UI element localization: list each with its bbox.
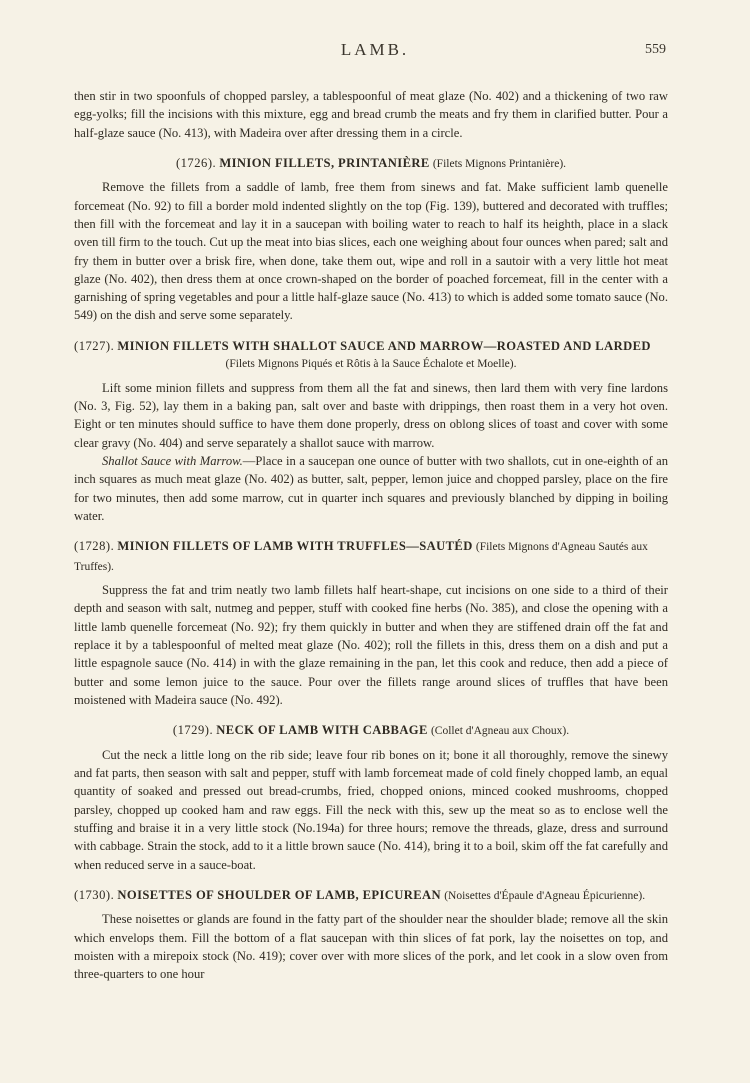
recipe-1730 <box>74 886 668 984</box>
running-head: LAMB. <box>340 40 410 59</box>
recipe-1727 <box>74 337 668 525</box>
recipe-paragraph: These noisettes or glands are found in the fatty part of the shoulder near the shoulder blade; remove all the skin which envelops them. Fill the bottom of a flat saucepan with thin slices of fat pork, lay the noisettes on top, and moisten with a mirepoix stock (No. 419); cover over with more slices of the pork, and let cook in a slow oven from three-quarters to one hour <box>74 912 668 982</box>
recipe-1726 <box>74 154 668 325</box>
sub-text: —Place in a saucepan one ounce of butter with two shallots, cut in one-eighth of an inch squares as much meat glaze (No. 402) as butter, salt, pepper, lemon juice and chopped parsley, place on the fire for two minutes, then add some marrow, cut in quarter inch squares and previously blanched by dipping in boiling water. <box>74 453 668 523</box>
page-header <box>0 40 750 64</box>
recipe-1729 <box>74 721 668 874</box>
recipe-number: (1726). <box>175 155 217 170</box>
recipe-french-title: (Noisettes d'Épaule d'Agneau Épicurienne). <box>444 889 646 902</box>
recipe-heading <box>74 721 668 741</box>
recipe-number: (1727). <box>74 338 115 353</box>
recipe-title: NOISETTES OF SHOULDER OF LAMB, EPICUREAN <box>117 887 442 902</box>
intro-paragraph: then stir in two spoonfuls of chopped parsley, a tablespoonful of meat glaze (No. 402) and a thickening of two raw egg-yolks; fill the incisions with this mixture, egg and bread crumb the meats and fry them in clarified butter. Pour a half-glaze sauce (No. 413), with Madeira over after dressing them in a circle. <box>74 89 668 140</box>
recipe-heading <box>74 537 668 576</box>
recipe-title: NECK OF LAMB WITH CABBAGE <box>216 723 428 738</box>
recipe-sub-paragraph <box>74 452 668 525</box>
recipe-title: MINION FILLETS WITH SHALLOT SAUCE AND MARROW—ROASTED AND LARDED <box>117 338 651 353</box>
recipe-paragraph: Suppress the fat and trim neatly two lamb fillets half heart-shape, cut incisions on one side to a third of their depth and season with salt, nutmeg and pepper, stuff with cooked fine herbs (No. 385), and close the opening with a little lamb quenelle forcemeat (No. 92); fry them quickly in butter and when they are stiffened drain off the fat and replace it by a tablespoonful of melted meat glaze (No. 402); roll the fillets in this, dress them on a dish and put a little espagnole sauce (No. 414) in with the glaze remaining in the pan, let this cook and reduce, then add a piece of butter and some lemon juice to the sauce. Pour over the fillets range around slices of truffles that have been moistened with Madeira sauce (No. 492). <box>74 583 668 707</box>
page-body <box>74 87 668 983</box>
recipe-title: MINION FILLETS OF LAMB WITH TRUFFLES—SAUTÉD <box>117 539 473 554</box>
sub-heading: Shallot Sauce with Marrow. <box>102 453 243 468</box>
recipe-french-title: (Filets Mignons Printanière). <box>432 157 567 170</box>
recipe-paragraph: Cut the neck a little long on the rib side; leave four rib bones on it; bone it all thoroughly, remove the sinewy and fat parts, then season with salt and pepper, stuff with lamb forcemeat made of cold finely chopped lamb, an equal quantity of soaked and pressed out bread-crumbs, fried, chopped onions, minced cooked mushrooms, chopped parsley, chopped up cooked ham and raw eggs. Fill the neck with this, sew up the meat so as to enclose well the stuffing and braise it in a very little stock (No.194a) for three hours; remove the threads, glaze, dress and surround with cabbage. Strain the stock, add to it a little brown sauce (No. 414), bring it to a boil, skim off the fat carefully and when reduced serve in a sauce-boat. <box>74 747 668 872</box>
page-number: 559 <box>645 42 666 57</box>
recipe-paragraph: Remove the fillets from a saddle of lamb, free them from sinews and fat. Make sufficient lamb quenelle forcemeat (No. 92) to fill a border mold indented slightly on the top (Fig. 139), buttered and decorated with truffles; then fill with the forcemeat and lay it in a saucepan with boiling water to reach to half its heighth, place in a slack oven till firm to the touch. Cut up the meat into bias slices, each one weighing about four ounces when pared; salt and fry them in butter over a brisk fire, when done, take them out, wipe and roll in a sautoir with a very little hot meat glaze (No. 402), then dress them at once crown-shaped on the border of poached forcemeat, fill in the center with a garnishing of spring vegetables and pour a little half-glaze sauce (No. 413) to which is added some tomato sauce (No. 549) on the dish and serve some separately. <box>74 180 668 323</box>
recipe-french-title: (Collet d'Agneau aux Choux). <box>430 725 570 738</box>
recipe-french-title: (Filets Mignons Piqués et Rôtis à la Sauce Échalote et Moelle). <box>225 358 517 371</box>
recipe-number: (1729). <box>172 723 214 738</box>
recipe-heading <box>74 886 668 906</box>
recipe-title: MINION FILLETS, PRINTANIÈRE <box>219 155 430 170</box>
recipe-french-title: (Filets Mignons d'Agneau Sautés aux Truffes). <box>74 541 648 573</box>
recipe-paragraph: Lift some minion fillets and suppress from them all the fat and sinews, then lard them with very fine lardons (No. 3, Fig. 52), lay them in a baking pan, salt over and baste with drippings, then roast them in a very hot oven. Eight or ten minutes should suffice to have them done properly, dress on oblong slices of toast and cover with some clear gravy (No. 404) and serve separately a shallot sauce with marrow. <box>74 380 668 450</box>
recipe-1728 <box>74 537 668 709</box>
recipe-heading <box>74 337 668 374</box>
recipe-heading <box>74 154 668 174</box>
recipe-number: (1730). <box>74 887 115 902</box>
recipe-number: (1728). <box>74 539 115 554</box>
